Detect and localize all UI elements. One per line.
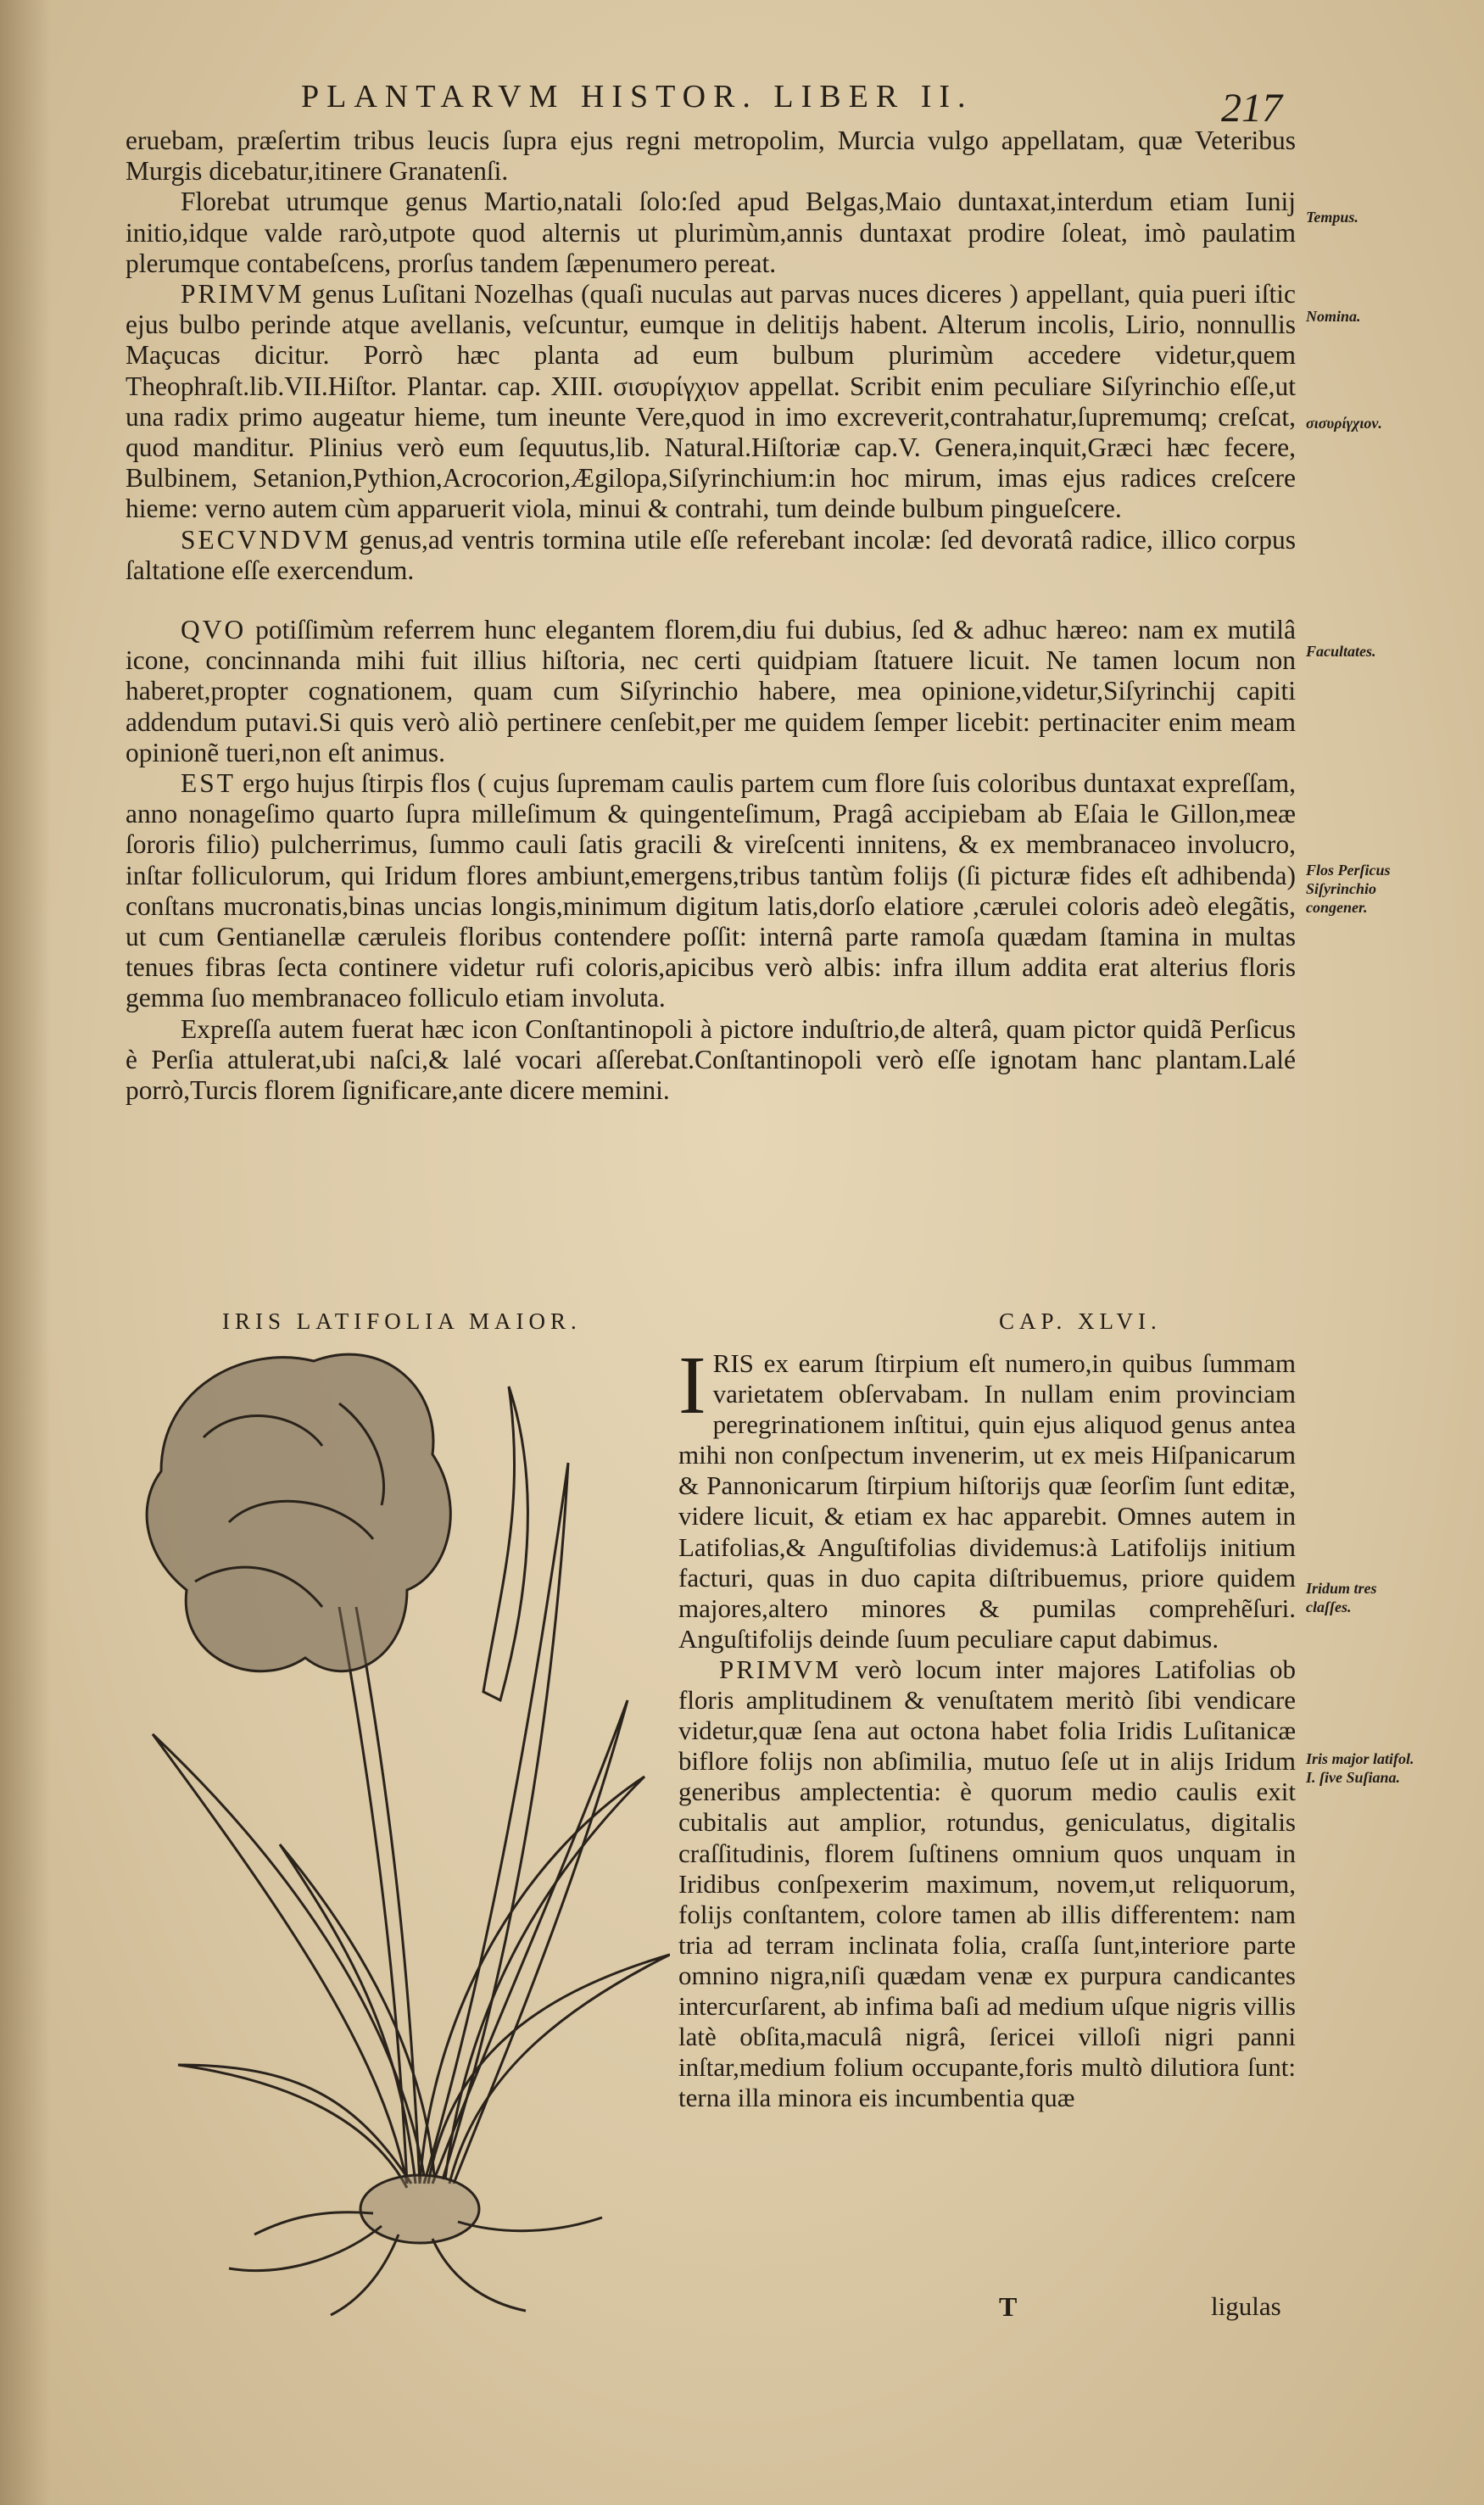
iris-woodcut-illustration xyxy=(127,1336,670,2319)
margin-note-nomina: Nomina. xyxy=(1306,308,1361,325)
margin-note-iris-maior: Iris major latifol. I. ſive Suſiana. xyxy=(1306,1750,1414,1786)
paragraph-body: potiſſimùm referrem hunc elegantem florem,diu fui dubius, ſed & adhuc hæreo: nam ex mutilâ icone, concinnanda mihi fuit illius hiſtoria, nec certi quidpiam ſtatuere licuit. Ne tamen locum non haberet,propter cognationem, quam cum Siſyrinchio habere, mea opinione,videtur,Siſyrinchij capiti addendum putavi.Si quis verò aliò pertinere cenſebit,per me quidem ſemper licebit: pertinaciter enim meam opinionẽ tueri,non eſt animus. xyxy=(126,615,1296,767)
paragraph-body: RIS ex earum ſtirpium eſt numero,in quibus ſummam varietatem obſervabam. In nullam enim provinciam peregrinationem inſtitui, quin ejus aliquod genus antea mihi non conſpectum invenerim, ut ex meis Hiſpanicarum & Pannonicarum ſtirpium hiſtorijs quæ ſeorſim ſunt editæ, videre licuit, & etiam ex hac apparebit. Omnes autem in Latifolias,& Anguſtifolias dividemus:à Latifolijs initium facturi, quas in duo capita diſtribuemus, priore quidem majores,altero minores & pumilas comprehẽſuri. Anguſtifolijs deinde ſuum peculiare caput dabimus. xyxy=(678,1348,1296,1654)
paragraph-quo xyxy=(126,615,1296,768)
margin-note-tempus: Tempus. xyxy=(1306,209,1358,226)
lead-word: EST xyxy=(181,768,237,799)
paragraph-est xyxy=(126,768,1296,1014)
paragraph-flowering: Florebat utrumque genus Martio,natali ſolo:ſed apud Belgas,Maio duntaxat,interdum etiam Iunij initio,idque valde rarò,utpote quod alternis ut plurimùm,annis duntaxat prodire ſoleat, imò paulatim plerumque contabeſcens, prorſus tandem ſæpenumero pereat. xyxy=(126,187,1296,278)
paragraph-primum-genus xyxy=(126,279,1296,525)
margin-note-facultates: Facultates. xyxy=(1306,643,1376,660)
margin-note-greek: σισυρίγχιον. xyxy=(1306,415,1382,432)
paragraph-body: ergo hujus ſtirpis flos ( cujus ſupremam caulis partem cum flore ſuis coloribus duntaxat expreſſam, anno nonageſimo quarto ſupra milleſimum & quingenteſimum, Pragâ accipiebam ab Eſaia le Gillon,meæ ſororis filio) pulcherrimus, ſummo cauli ſatis gracili & vireſcenti innitens, & ex membranaceo involucro, inſtar folliculorum, qui Iridum flores ambiunt,emergens,tribus tantùm folijs (ſi picturæ fides eſt adhibenda) conſtans mucronatis,binas uncias longis,minimum digitum latis,dorſo elatiore ,cærulei coloris adeò elegãtis, ut cum Gentianellæ cæruleis floribus contendere poſſit: internâ parte ramoſa quædam ſtamina in multas tenues fibras ſecta continere videtur rufi coloris,apicibus verò albis: infra illum addita erat alterius floris gemma ſuo membranaceo folliculo etiam involuta. xyxy=(126,768,1297,1013)
paragraph-continuation: eruebam, præſertim tribus leucis ſupra ejus regni metropolim, Murcia vulgo appellatam, quæ Veteribus Murgis dicebatur,itinere Granatenſi. xyxy=(126,126,1296,187)
chapter-text-column xyxy=(678,1340,1297,2113)
paragraph-body: verò locum inter majores Latifolias ob floris amplitudinem & venuſtatem meritò ſibi vendicare videtur,quæ ſena aut octona habet folia Iridis Luſitanicæ biflore folijs non abſimilia, mutuo ſeſe ut in alijs Iridum generibus amplectentia: è quorum medio caulis exit cubitalis aut amplior, rotundus, geniculatus, digitalis craſſitudinis, florem ſuſtinens omnium quos unquam in Iridibus conſpexerim maximum, novem,ut reliquorum, folijs conſtantem, colore tamen ab illis differentem: nam tria ad terram inclinata folia, craſſa ſunt,interiore parte omnino nigra,niſi quædam venæ ex purpura candicantes intercurſarent, ab infima baſi ad medium uſque nigris villis latè obſita,maculâ nigrâ, ſericei villoſi nigri panni inſtar,medium folium occupante,foris multò dilutiora ſunt: terna illa minora eis incumbentia quæ xyxy=(678,1654,1297,2113)
lead-word: SECVNDVM xyxy=(181,524,351,555)
figure-caption: IRIS LATIFOLIA MAIOR. xyxy=(222,1308,582,1334)
page-edge-shadow xyxy=(0,0,51,2505)
paragraph-iris-primum xyxy=(678,1654,1296,2113)
lead-word: QVO xyxy=(181,615,247,645)
running-head: PLANTARVM HISTOR. LIBER II. xyxy=(301,79,974,114)
signature-mark: T xyxy=(999,2291,1018,2322)
paragraph-body: genus,ad ventris tormina utile eſſe referebant incolæ: ſed devoratâ radice, illico corpus ſaltatione eſſe exercendum. xyxy=(126,524,1296,585)
catchword: ligulas xyxy=(1211,2291,1281,2321)
chapter-label: CAP. XLVI. xyxy=(999,1308,1162,1334)
section-gap xyxy=(126,586,1296,615)
page-number: 217 xyxy=(1221,86,1282,131)
drop-cap: I xyxy=(678,1340,706,1431)
lead-word: PRIMVM xyxy=(181,279,304,310)
paragraph-expressa: Expreſſa autem fuerat hæc icon Conſtantinopoli à pictore induſtrio,de alterâ, quam pictor quidã Perſicus è Perſia attulerat,ubi naſci,& lalé vocari aſſerebat.Conſtantinopoli verò eſſe ignotam hanc plantam.Lalé porrò,Turcis florem ſignificare,ante dicere memini. xyxy=(126,1013,1296,1106)
paragraph-iris-intro xyxy=(678,1340,1296,1654)
paragraph-secundum-genus xyxy=(126,525,1296,586)
upper-text-block xyxy=(126,126,1296,1106)
margin-note-flos-persicus: Flos Perſicus Siſyrinchio congener. xyxy=(1306,862,1391,916)
margin-note-iridum-classes: Iridum tres claſſes. xyxy=(1306,1580,1377,1615)
lead-word: PRIMVM xyxy=(719,1654,841,1684)
paragraph-body: genus Luſitani Nozelhas (quaſi nuculas aut parvas nuces diceres ) appellant, quia pueri iſtic ejus bulbo perinde atque avellanis, veſcuntur, eumque in delitijs habent. Alterum incolis, Lirio, nonnullis Maçucas dicitur. Porrò hæc planta ad eum bulbum plurimùm accedere videtur,quem Theophraſt.lib.VII.Hiſtor. Plantar. cap. XIII. σισυρίγχιον appellat. Scribit enim peculiare Siſyrinchio eſſe,ut una radix primo augeatur hieme, tum ineunte Vere,quod in imo excreverit,contrahatur,ſupremumq; creſcat, quod manditur. Plinius verò eum ſequutus,lib. Natural.Hiſtoriæ cap.V. Genera,inquit,Græci hæc fecere, Bulbinem, Setanion,Pythion,Acrocorion,Ægilopa,Siſyrinchium:in hoc mirum, imas ejus radices creſcere hieme: verno autem cùm apparuerit viola, minui & contrahi, tum deinde bulbum pingueſcere. xyxy=(126,279,1297,524)
